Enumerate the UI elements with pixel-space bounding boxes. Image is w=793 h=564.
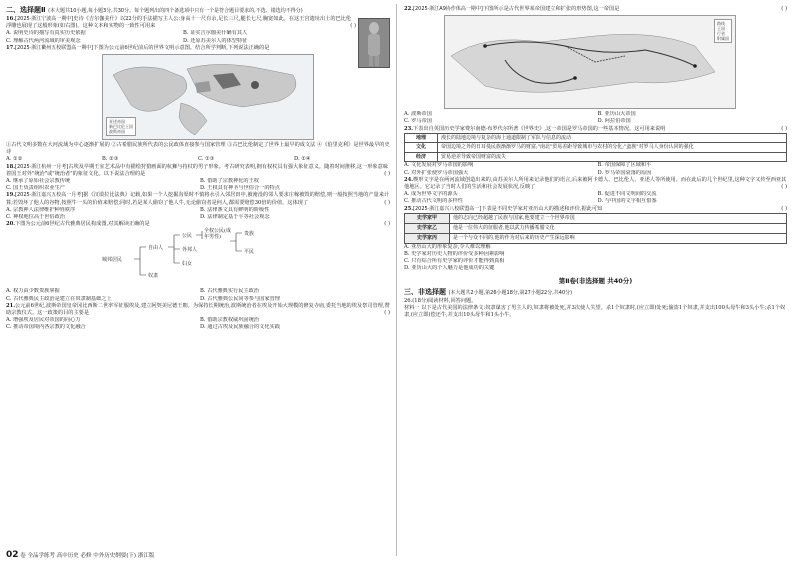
question-source: [2025·浙江杭州一月考] — [15, 163, 69, 170]
diagram-nobles: 贵族 — [244, 231, 255, 238]
row-key: 史学家丙 — [405, 233, 450, 243]
section-title-text: 二、选择题Ⅱ — [6, 6, 46, 14]
answer-bracket: ( ) — [384, 310, 390, 317]
legend-item: 王国 — [717, 26, 725, 32]
row-value: 漫长的陆地边境与复杂的海上通道限制了军队与信息的流动 — [438, 133, 787, 143]
question-22 — [404, 6, 787, 126]
question-source: [2025·浙江衢州五校联盟高一期中] — [15, 44, 94, 51]
table-row — [405, 223, 787, 233]
row-value: 帝国边境之外的日耳曼民族渐渐罗马的财富;"南北"贸易差距导致城市与农村的分化;"蛮族"对罗马人身份认同的强化 — [438, 143, 787, 153]
table-row — [405, 133, 787, 143]
legend-item: 路线 — [717, 21, 725, 27]
option-a[interactable]: A. 说明史诗的描写有真实历史依据 — [6, 30, 86, 37]
question-source: [2025·浙江嘉兴五校高一月考] — [15, 192, 84, 199]
option-b[interactable]: B. 古代雅典实行民主政治 — [200, 288, 259, 295]
option-c[interactable]: C. 对外扩张使罗马帝国强大 — [404, 169, 469, 176]
options — [404, 111, 787, 125]
question-number: 19. — [6, 192, 16, 199]
option-a[interactable]: A. 成为世界文字的源头 — [404, 191, 458, 198]
option-c[interactable]: C. 罗马帝国 — [404, 118, 432, 125]
question-number: 22. — [404, 6, 414, 12]
option-d[interactable]: D. 罗马帝国衰落的原因 — [597, 169, 652, 176]
answer-bracket: ( ) — [350, 23, 356, 30]
question-26: 26.(18分)阅读材料,回答问题。 — [404, 297, 477, 304]
diagram-commoners: 平民 — [244, 249, 255, 256]
question-number: 21. — [6, 302, 16, 309]
answer-bracket: ( ) — [781, 125, 787, 132]
residents-diagram — [102, 229, 302, 287]
question-17 — [6, 45, 390, 164]
question-21 — [6, 303, 390, 332]
question-number: 16. — [6, 16, 16, 22]
option-a[interactable]: A. 增强埃及居民对帝国的向心力 — [6, 317, 81, 324]
option-c[interactable]: C. 古代雅典民主政治是建立在奴隶制基础之上 — [6, 295, 112, 302]
option-b[interactable]: B. 借助宗教权威巩固统治 — [200, 317, 259, 324]
section3-title — [404, 288, 787, 298]
question-number: 17. — [6, 44, 16, 51]
option-c[interactable]: C. 理解古代两河流域的审美观念 — [6, 37, 81, 44]
option-b[interactable]: B. 亚历山大帝国 — [597, 111, 636, 118]
options — [6, 178, 390, 192]
map-legend — [714, 19, 732, 43]
row-key: 文化 — [405, 143, 438, 153]
option-b[interactable]: B. 证实吉尔伽美什确有其人 — [183, 30, 248, 37]
page-number: 02 — [6, 550, 19, 560]
option-a[interactable]: A. 亚历山大的形象复杂,令人难以理解 — [404, 243, 491, 250]
table-row — [405, 213, 787, 223]
answer-bracket: ( ) — [781, 205, 787, 212]
map-legend — [106, 117, 136, 136]
option-d[interactable]: D. 与中国的文字相互借鉴 — [597, 198, 657, 205]
answer-bracket: ( ) — [384, 221, 390, 228]
option-d[interactable]: D. ①④ — [294, 156, 311, 163]
question-source: [2025·浙江A9协作体高一期中] — [413, 6, 483, 12]
option-c[interactable]: C. 只有综合所有史学家的评价才能得到真相 — [404, 258, 505, 265]
option-c[interactable]: C. 国王负责组织农业生产 — [6, 185, 65, 192]
question-24 — [404, 177, 787, 206]
question-text: 据《汉谟拉比法典》记载,如果一个人挖掘沟渠时不慎将水引入邻居田中,被淹没的邻人要求庄稼被毁的赔偿,则一般按照当地的产量来计算;若毁坏了他人的谷物,按照牛一头的价值来赔偿;同时,若是某人偷窃了他人牛,无论偷窃者是何人,都需要赔偿30倍的价值。这体现了 — [6, 192, 390, 206]
answer-bracket: ( ) — [384, 170, 390, 177]
option-c[interactable]: C. 推动帝国境内各宗教的文化融合 — [6, 324, 86, 331]
option-a[interactable]: A. 宗教神人法律维护种姓秩序 — [6, 206, 76, 213]
empire-expansion-map — [444, 15, 736, 109]
option-b[interactable]: B. 促进不同文明间的交流 — [597, 191, 657, 198]
option-d[interactable]: D. 王权具有神圣与世俗合一的特点 — [200, 185, 280, 192]
question-23 — [404, 126, 787, 177]
question-16 — [6, 16, 390, 45]
row-key: 地理 — [405, 133, 438, 143]
row-value: 贸易逆差导致帝国财富的流失 — [438, 152, 787, 162]
question-text: 公元前6世纪,波斯帝国皇帝冈比西斯二世率军征服埃及,建立阿契美尼德王朝。为保持长期统治,波斯统治者在埃及开始大规模的修复寺庙,委托当地的埃及祭司管理,赞助宗教仪式。这一政策的目的主要是 — [6, 302, 390, 317]
answer-bracket: ( ) — [781, 183, 787, 190]
option-c[interactable]: C. 推动古代文明的多样性 — [404, 198, 463, 205]
option-d[interactable]: D. 阿拉伯帝国 — [597, 118, 631, 125]
option-b[interactable]: B. 借助了宗教神化的王权 — [200, 178, 259, 185]
option-b[interactable]: B. 史学家对历史人物的评价受多种因素影响 — [404, 250, 505, 257]
option-b[interactable]: B. 法律条文具有鲜明的阶级性 — [200, 206, 270, 213]
answer-bracket: ( ) — [384, 199, 390, 206]
question-text: 下图为公元前6世纪前后的世界文明示意图。结合所学判断,下列说法正确的是 — [93, 44, 270, 51]
row-key: 史学家乙 — [405, 223, 450, 233]
question-number: 25. — [404, 205, 414, 212]
row-value: 是一个与众不同的,他的作为对后来的历史产生深远影响 — [450, 233, 787, 243]
legend-item: 附属国 — [717, 36, 729, 42]
legend-item: 新巴比伦王国 — [109, 124, 133, 130]
option-a[interactable]: A. 波斯帝国 — [404, 111, 432, 118]
question-source: [2025·浙江宁波高一期中] — [15, 16, 74, 22]
option-c[interactable]: C. ①③ — [198, 156, 215, 163]
question-text: 下图所示是古代世界某帝国建立和扩张的形势图,这一帝国是 — [482, 6, 620, 12]
footer-text: 卷 全品学练考 高中历史 必修 中外历史纲要(下) 浙江版 — [20, 553, 155, 559]
row-key: 史学家甲 — [405, 213, 450, 223]
material-one: 材料一 以下是古代美国的法律条文:奴隶谋害了男主人的,奴隶将被处死,并3次使人失望。杀1个奴隶时,(应立即)处死;偷盗1个奴隶,并支出100头母牛和3头小牛;杀1个奴隶,(应立即)偿还牛,并支出10头母牛和1头小牛。 — [404, 304, 786, 318]
table-row — [405, 143, 787, 153]
statements: ①古代文明多数在大河流域为中心逐渐扩展的 ②古希腊民族所代表的公民政体直接参与国家管理 ③古巴比伦制定了世界上最早的成文法 ④《伯里克利》是世界最早的史诗 — [6, 142, 390, 156]
option-a[interactable]: A. 权力由少数贵族掌握 — [6, 288, 60, 295]
question-text: 下图为公元前6世纪古代雅典居民构成图,对其解读正确的是 — [15, 221, 150, 228]
option-b[interactable]: B. ②③ — [102, 156, 119, 163]
question-text: 楔形文字是在两河流域创造出来的,由苏美尔人所用来记录他们的语言,后来被阿卡德人、巴比伦人、亚述人等所使用。而在此后的几个世纪里,这种文字又传至西亚其他地区。它记录了当时人们的生活和社会发展状况,反映了 — [404, 176, 787, 190]
right-column — [404, 6, 787, 319]
diagram-slave: 奴隶 — [148, 273, 159, 280]
rome-info-table — [404, 133, 787, 163]
option-d[interactable]: D. 亚历山大的个人魅力是他成功的关键 — [404, 265, 495, 272]
row-value: 他是一位伟大的征服者,他以武力传播希腊文化 — [450, 223, 787, 233]
question-25 — [404, 206, 787, 273]
world-civilization-map — [102, 54, 314, 140]
question-18 — [6, 164, 390, 193]
diagram-free: 自由人 — [148, 245, 164, 252]
question-number: 20. — [6, 221, 16, 228]
question-text: 下表是不同史学家对亚历山大的描述和评价,据此可知 — [481, 205, 603, 212]
row-key: 经济 — [405, 152, 438, 162]
left-column — [6, 6, 390, 332]
options — [404, 191, 787, 205]
legend-item: 波斯帝国 — [109, 129, 125, 135]
section3-desc: (本大题共2小题,第26小题18分,第27小题22分,共40分) — [448, 289, 573, 296]
question-source: [2025·浙江嘉兴八校联盟高一] — [413, 205, 482, 212]
column-divider — [396, 4, 397, 556]
option-a[interactable]: A. 继承了原始社会宗教传统 — [6, 178, 71, 185]
diagram-foreigner: 外邦人 — [182, 247, 198, 254]
question-19 — [6, 192, 390, 221]
option-b[interactable]: B. 帝国保障了区域和平 — [597, 162, 652, 169]
diagram-women: 妇女 — [182, 261, 193, 268]
options — [6, 207, 390, 221]
option-d[interactable]: D. 法律制定基于平等社会观念 — [200, 214, 270, 221]
page-footer — [6, 550, 154, 560]
section-title — [6, 6, 390, 16]
options — [404, 244, 787, 273]
question-text: 下表出自英国历史学家费尔南德·布罗代尔所著《世界史》,这一帝国是罗马帝国的一些基本情况。这可用来说明 — [413, 125, 666, 132]
question-number: 18. — [6, 163, 16, 170]
option-a[interactable]: A. 文化发展对罗马帝国的影响 — [404, 162, 474, 169]
relief-figure-icon — [359, 19, 389, 67]
legend-item: 亚述帝国 — [109, 119, 125, 125]
table-row — [405, 233, 787, 243]
expansion-map-icon — [445, 16, 735, 108]
question-20 — [6, 221, 390, 303]
part2-title: 第Ⅱ卷(非选择题 共40分) — [558, 276, 633, 285]
question-number: 23. — [404, 125, 414, 132]
table-row — [405, 152, 787, 162]
question-text: 史诗《吉尔伽美什》以22分的手法描写主人公:身高十一尺有余,足长三尺,腿长七尺,胸宽如此。在这王宫遗址出土的巴比伦浮雕也展现了这般形象(如右图)。这种文本和实物的一致性可用来 — [6, 16, 352, 30]
diagram-citizen-sub: 全权公民(成年男性) — [204, 228, 231, 240]
legend-item: 行省 — [717, 31, 725, 37]
option-d[interactable]: D. 还原苏美尔人的体型特征 — [183, 37, 248, 44]
option-d[interactable]: D. 通过古埃及民族融合的文化实践 — [200, 324, 280, 331]
section-desc: (本大题共10小题,每小题3分,共30分。每个题列出的四个备选项中只有一个是符合题目要求的,不选、错选均不得分) — [48, 8, 303, 14]
question-number: 24. — [404, 176, 414, 183]
answer-bracket: ( ) — [781, 6, 787, 12]
diagram-root: 城邦居民 — [102, 257, 123, 264]
relief-photo — [358, 18, 390, 68]
historian-table — [404, 213, 787, 244]
option-c[interactable]: C. 神权地位高于世俗政治 — [6, 214, 65, 221]
row-value: 他的志向已经超越了民族与国家,他要建立一个世界帝国 — [450, 213, 787, 223]
section3-title-text: 三、非选择题 — [404, 287, 446, 296]
options — [6, 156, 390, 163]
diagram-citizen: 公民 — [182, 233, 193, 240]
options — [6, 288, 390, 302]
options — [404, 162, 787, 176]
options — [6, 30, 356, 44]
options — [6, 317, 390, 331]
option-d[interactable]: D. 古代雅典公民同等参与国家管理 — [200, 295, 280, 302]
diagram-brackets — [102, 229, 302, 287]
question-text: 古埃及早期王室艺术品中有描绘狩猎画面的杭狮与持杖的男子形象。考古研究表明,拥有权杖具有强大象征意义。随着时间推移,这一形象意味着国王对外"统治"或"统治者"的象征文化。以下说法合理的是 — [6, 163, 388, 177]
option-a[interactable]: A. ①② — [6, 156, 23, 163]
